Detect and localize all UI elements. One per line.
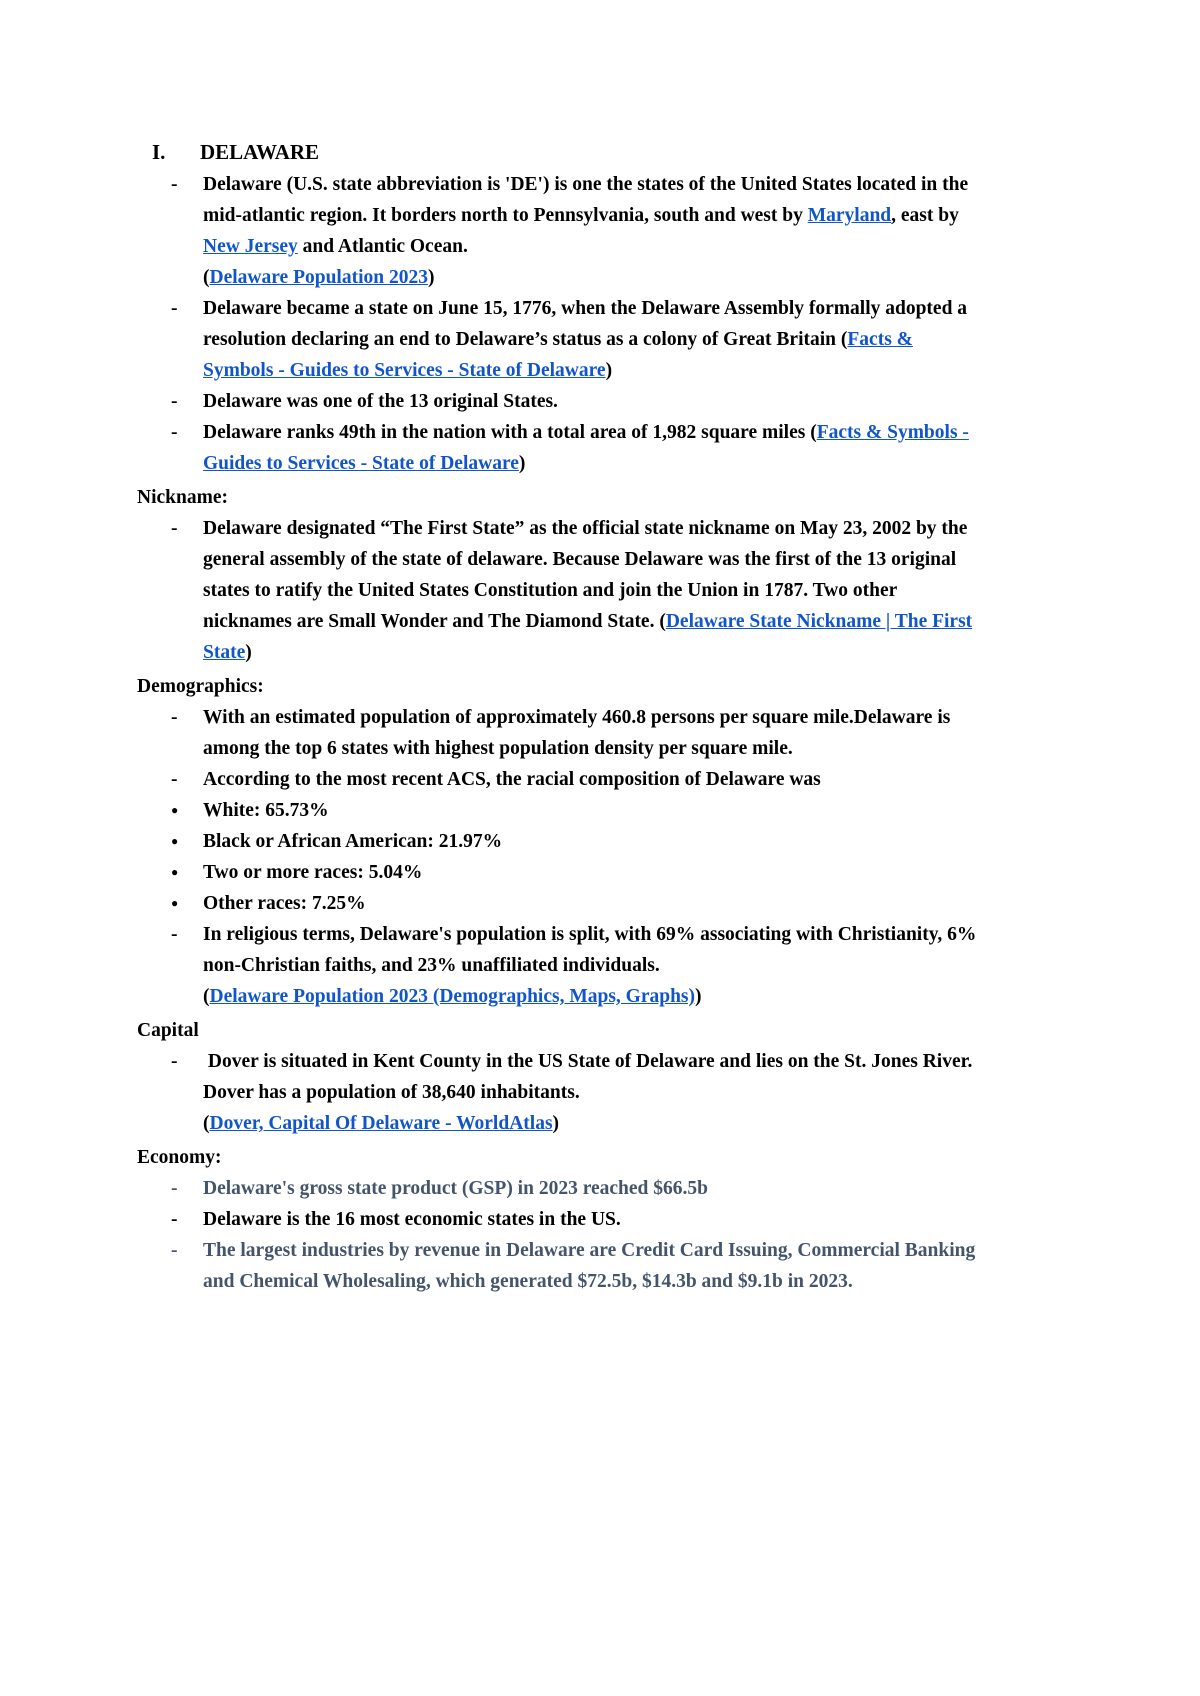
text-run: Dover is situated in Kent County in the US State of Delaware and lies on the St. Jones River. Dover has a population of 38,640 inhabitants. bbox=[203, 1051, 973, 1103]
dash-marker: - bbox=[171, 391, 178, 412]
hyperlink[interactable]: Maryland bbox=[807, 205, 892, 226]
list-item-content bbox=[203, 1051, 972, 1134]
list-item-content bbox=[203, 924, 976, 1007]
dash-list-item bbox=[137, 386, 979, 417]
section-heading-capital: Capital bbox=[137, 1020, 199, 1041]
text-run: Delaware became a state on June 15, 1776, when the Delaware Assembly formally adopted a resolution declaring an end to Delaware’s status as a colony of Great Britain ( bbox=[203, 298, 968, 350]
bullet-marker: ● bbox=[171, 896, 179, 910]
text-run: With an estimated population of approximately 460.8 persons per square mile.Delaware is among the top 6 states with highest population density per square mile. bbox=[203, 707, 951, 759]
text-run: Other races: 7.25% bbox=[203, 893, 366, 914]
bullet-marker: ● bbox=[171, 865, 179, 879]
dash-marker: - bbox=[171, 518, 178, 539]
text-run: , east by bbox=[891, 205, 959, 226]
list-item-content bbox=[203, 893, 366, 914]
bullet-marker: ● bbox=[171, 834, 179, 848]
bullet-list-item bbox=[137, 826, 979, 857]
text-run: ( bbox=[203, 986, 210, 1007]
document-title bbox=[137, 136, 979, 168]
dash-marker: - bbox=[171, 1051, 178, 1072]
list-item-content bbox=[203, 862, 422, 883]
dash-list-item bbox=[137, 513, 979, 668]
dash-list-item bbox=[137, 1046, 979, 1139]
text-run: Delaware's gross state product (GSP) in 2023 reached $66.5b bbox=[203, 1178, 709, 1199]
list-item-content bbox=[203, 1209, 621, 1230]
list-item-content bbox=[203, 298, 967, 381]
list-item-content bbox=[203, 1240, 975, 1292]
dash-list-item bbox=[137, 1204, 979, 1235]
list-item-content bbox=[203, 518, 972, 663]
dash-list-item bbox=[137, 919, 979, 1012]
dash-marker: - bbox=[171, 1209, 178, 1230]
text-run: ) bbox=[695, 986, 702, 1007]
text-run: Delaware designated “The First State” as the official state nickname on May 23, 2002 by the general assembly of the state of delaware. Because Delaware was the first of the 13 original states to ratify the United States Constitution and join the Union in 1787. Two other nicknames are Small Wonder and The Diamond State. ( bbox=[203, 518, 968, 632]
list-item-content bbox=[203, 174, 968, 288]
bullet-list-item bbox=[137, 795, 979, 826]
dash-marker: - bbox=[171, 707, 178, 728]
text-run: and Atlantic Ocean. bbox=[297, 236, 468, 257]
list-item-content bbox=[203, 769, 821, 790]
dash-marker: - bbox=[171, 1178, 178, 1199]
text-run: ) bbox=[605, 360, 613, 381]
list-item-content bbox=[203, 422, 969, 474]
text-run: The largest industries by revenue in Delaware are Credit Card Issuing, Commercial Banking and Chemical Wholesaling, which generated $72.5b, $14.3b and $9.1b in 2023. bbox=[203, 1240, 976, 1292]
hyperlink[interactable]: Delaware State Nickname | The First State bbox=[203, 611, 973, 663]
document-body bbox=[137, 136, 979, 1297]
dash-marker: - bbox=[171, 924, 178, 945]
text-run: White: 65.73% bbox=[203, 800, 329, 821]
list-item-content bbox=[203, 800, 329, 821]
text-run: ) bbox=[518, 453, 526, 474]
dash-list-item bbox=[137, 169, 979, 293]
dash-list-item bbox=[137, 764, 979, 795]
hyperlink[interactable]: Delaware Population 2023 (Demographics, Maps, Graphs) bbox=[209, 986, 696, 1007]
section-heading-nickname: Nickname: bbox=[137, 487, 228, 508]
text-run: Delaware is the 16 most economic states in the US. bbox=[203, 1209, 621, 1230]
text-run: Black or African American: 21.97% bbox=[203, 831, 503, 852]
list-item-content bbox=[203, 707, 950, 759]
text-run: ( bbox=[203, 1113, 210, 1134]
dash-list-item bbox=[137, 293, 979, 386]
dash-marker: - bbox=[171, 1240, 178, 1261]
hyperlink[interactable]: Delaware Population 2023 bbox=[209, 267, 428, 288]
hyperlink[interactable]: New Jersey bbox=[203, 236, 298, 257]
text-run: Delaware was one of the 13 original States. bbox=[203, 391, 558, 412]
dash-marker: - bbox=[171, 769, 178, 790]
hyperlink[interactable]: Dover, Capital Of Delaware - WorldAtlas bbox=[209, 1113, 553, 1134]
list-item-content bbox=[203, 831, 502, 852]
list-item-content bbox=[203, 1178, 708, 1199]
text-run: ( bbox=[203, 267, 210, 288]
dash-marker: - bbox=[171, 174, 178, 195]
text-run: ) bbox=[427, 267, 435, 288]
text-run: ) bbox=[245, 642, 252, 663]
dash-list-item bbox=[137, 702, 979, 764]
dash-marker: - bbox=[171, 298, 178, 319]
bullet-list-item bbox=[137, 888, 979, 919]
text-run: Delaware (U.S. state abbreviation is 'DE') is one the states of the United States located in the mid-atlantic region. It borders north to Pennsylvania, south and west by bbox=[203, 174, 969, 226]
dash-list-item bbox=[137, 1235, 979, 1297]
dash-list-item bbox=[137, 1173, 979, 1204]
title-number: I. bbox=[152, 140, 166, 164]
text-run: In religious terms, Delaware's population is split, with 69% associating with Christianity, 6% non-Christian faiths, and 23% unaffiliated individuals. bbox=[203, 924, 977, 976]
bullet-list-item bbox=[137, 857, 979, 888]
text-run: Two or more races: 5.04% bbox=[203, 862, 423, 883]
text-run: Delaware ranks 49th in the nation with a total area of 1,982 square miles ( bbox=[203, 422, 817, 443]
title-text: DELAWARE bbox=[200, 140, 320, 164]
text-run: According to the most recent ACS, the racial composition of Delaware was bbox=[203, 769, 821, 790]
dash-list-item bbox=[137, 417, 979, 479]
section-heading-economy: Economy: bbox=[137, 1147, 222, 1168]
list-item-content bbox=[203, 391, 558, 412]
hyperlink[interactable]: Facts & Symbols - Guides to Services - State of Delaware bbox=[203, 329, 913, 381]
dash-marker: - bbox=[171, 422, 178, 443]
text-run: ) bbox=[552, 1113, 560, 1134]
bullet-marker: ● bbox=[171, 803, 179, 817]
section-heading-demographics: Demographics: bbox=[137, 676, 264, 697]
hyperlink[interactable]: Facts & Symbols - Guides to Services - State of Delaware bbox=[203, 422, 969, 474]
